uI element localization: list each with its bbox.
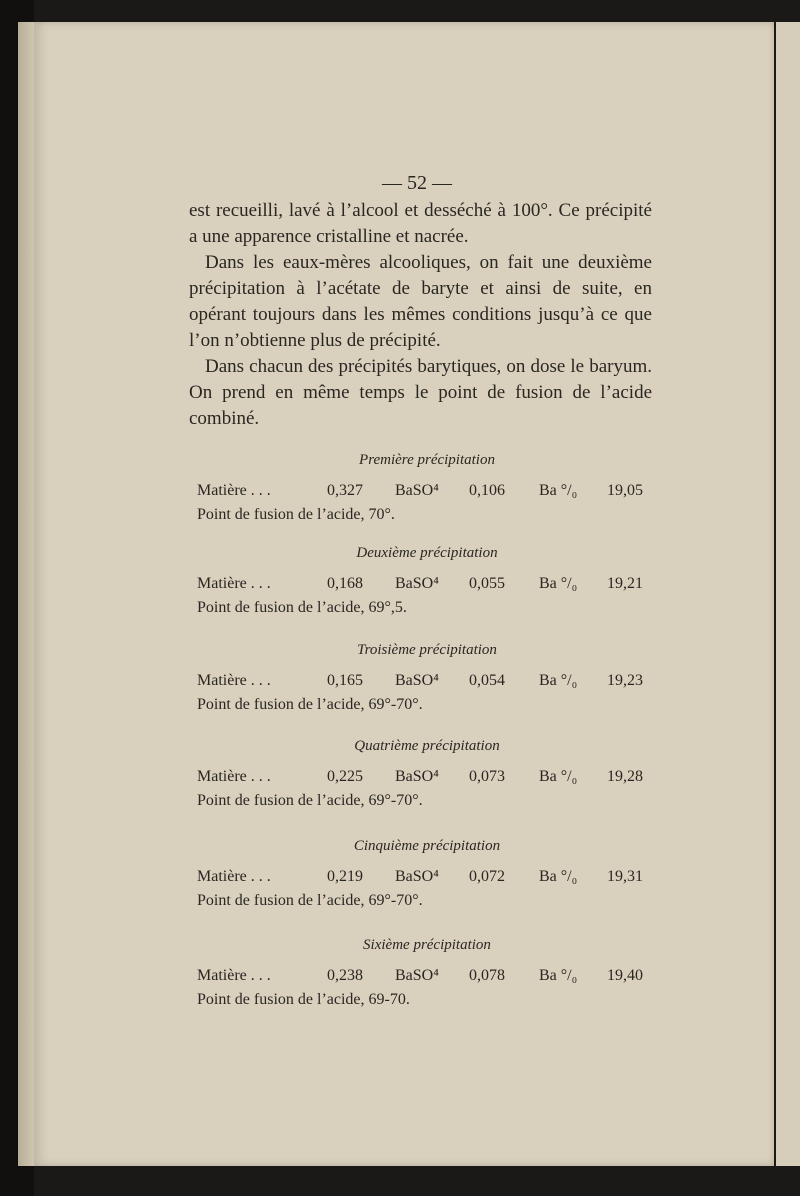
baso-label: BaSO⁴ — [395, 672, 439, 689]
fusion-point: Point de fusion de l’acide, 69°,5. — [197, 599, 407, 616]
section-2 — [197, 545, 657, 619]
baso-value: 0,072 — [469, 868, 505, 885]
section-title: Première précipitation — [359, 452, 495, 468]
ba-percent-value: 19,40 — [607, 967, 643, 984]
ba-percent-label: Ba °/₀ — [539, 868, 578, 885]
mass-value: 0,219 — [327, 868, 363, 885]
section-title: Sixième précipitation — [363, 937, 491, 953]
row-label: Matière . . . — [197, 967, 271, 984]
page-stack-edge — [18, 22, 34, 1166]
fusion-point: Point de fusion de l’acide, 70°. — [197, 506, 395, 523]
baso-label: BaSO⁴ — [395, 575, 439, 592]
measurement-row — [197, 967, 657, 989]
mass-value: 0,168 — [327, 575, 363, 592]
measurement-row — [197, 868, 657, 890]
baso-label: BaSO⁴ — [395, 967, 439, 984]
row-label: Matière . . . — [197, 482, 271, 499]
baso-value: 0,054 — [469, 672, 505, 689]
baso-label: BaSO⁴ — [395, 868, 439, 885]
baso-value: 0,078 — [469, 967, 505, 984]
ba-percent-label: Ba °/₀ — [539, 482, 578, 499]
baso-value: 0,073 — [469, 768, 505, 785]
fusion-point: Point de fusion de l’acide, 69°-70°. — [197, 696, 423, 713]
paragraph-1: est recueilli, lavé à l’alcool et desséché à 100°. Ce précipité a une apparence cristalline et nacrée. — [189, 200, 652, 247]
paragraph-3: Dans chacun des précipités barytiques, on dose le baryum. On prend en même temps le point de fusion de l’acide combiné. — [189, 356, 652, 429]
row-label: Matière . . . — [197, 672, 271, 689]
mass-value: 0,165 — [327, 672, 363, 689]
measurement-row — [197, 482, 657, 504]
mass-value: 0,238 — [327, 967, 363, 984]
ba-percent-value: 19,23 — [607, 672, 643, 689]
ba-percent-label: Ba °/₀ — [539, 768, 578, 785]
ba-percent-value: 19,31 — [607, 868, 643, 885]
section-6 — [197, 937, 657, 1011]
section-title: Troisième précipitation — [357, 642, 497, 658]
baso-label: BaSO⁴ — [395, 768, 439, 785]
ba-percent-value: 19,05 — [607, 482, 643, 499]
ba-percent-value: 19,28 — [607, 768, 643, 785]
ba-percent-value: 19,21 — [607, 575, 643, 592]
fusion-point: Point de fusion de l’acide, 69°-70°. — [197, 892, 423, 909]
section-3 — [197, 642, 657, 716]
row-label: Matière . . . — [197, 768, 271, 785]
section-4 — [197, 738, 657, 812]
section-title: Quatrième précipitation — [354, 738, 500, 754]
ba-percent-label: Ba °/₀ — [539, 672, 578, 689]
mass-value: 0,225 — [327, 768, 363, 785]
measurement-row — [197, 768, 657, 790]
body-text — [189, 198, 652, 432]
ba-percent-label: Ba °/₀ — [539, 967, 578, 984]
row-label: Matière . . . — [197, 868, 271, 885]
ba-percent-label: Ba °/₀ — [539, 575, 578, 592]
measurement-row — [197, 575, 657, 597]
adjacent-page-edge — [776, 22, 800, 1166]
baso-value: 0,055 — [469, 575, 505, 592]
measurement-row — [197, 672, 657, 694]
mass-value: 0,327 — [327, 482, 363, 499]
fusion-point: Point de fusion de l’acide, 69°-70°. — [197, 792, 423, 809]
page-number: — 52 — — [382, 172, 452, 194]
section-title: Cinquième précipitation — [353, 838, 501, 854]
section-title: Deuxième précipitation — [356, 545, 498, 561]
paragraph-2: Dans les eaux-mères alcooliques, on fait une deuxième précipitation à l’acétate de baryte et ainsi de suite, en opérant toujours dans les mêmes conditions jusqu’à ce que l’on n’obtienne plus de précipité. — [189, 252, 652, 351]
baso-label: BaSO⁴ — [395, 482, 439, 499]
section-5 — [197, 838, 657, 912]
fusion-point: Point de fusion de l’acide, 69-70. — [197, 991, 410, 1008]
row-label: Matière . . . — [197, 575, 271, 592]
baso-value: 0,106 — [469, 482, 505, 499]
section-1 — [197, 452, 657, 526]
